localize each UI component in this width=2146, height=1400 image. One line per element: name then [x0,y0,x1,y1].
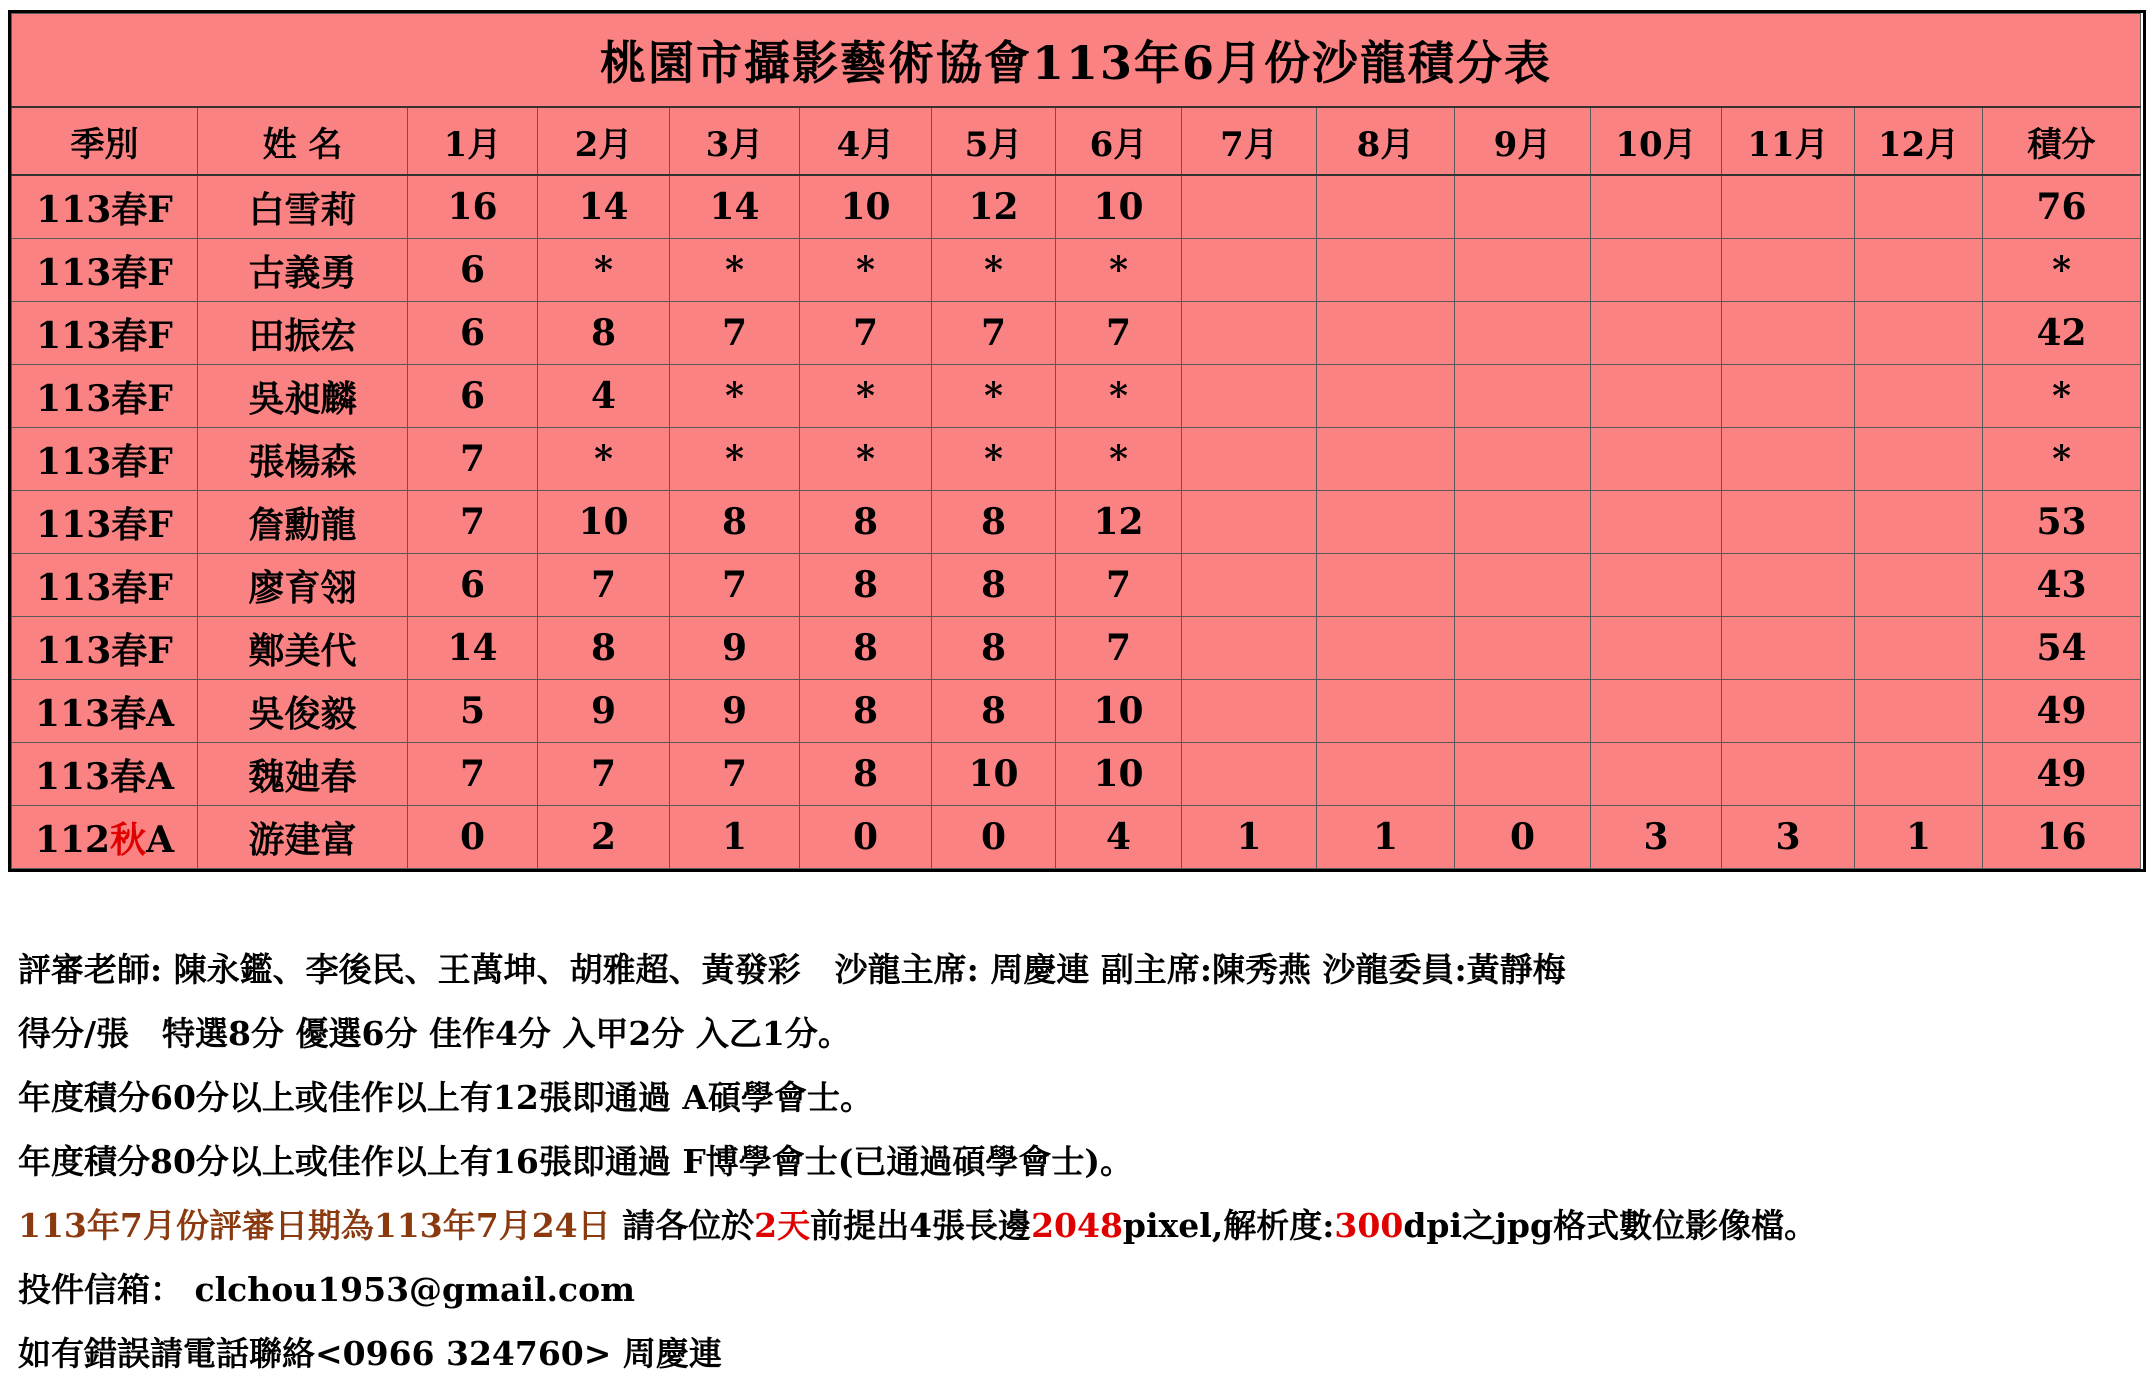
month-score-cell [1591,491,1722,554]
month-score-cell [1855,617,1983,680]
month-score-cell: 1 [1182,806,1317,869]
table-row [12,743,2141,806]
total-cell: * [1983,428,2141,491]
table-row [12,806,2141,869]
table-row [12,617,2141,680]
month-score-cell [1722,617,1855,680]
season-cell [12,175,198,239]
month-score-cell: * [538,239,670,302]
deadline-date: 113年7月份評審日期為113年7月24日 [18,1206,611,1245]
month-score-cell: 8 [932,617,1056,680]
month-score-cell [1722,239,1855,302]
month-score-cell: 3 [1722,806,1855,869]
month-score-cell [1317,365,1455,428]
month-score-cell [1182,365,1317,428]
deadline-days: 2天 [754,1206,811,1245]
table-row [12,428,2141,491]
season-cell [12,302,198,365]
month-score-cell [1317,175,1455,239]
contact-line: 如有錯誤請電話聯絡<0966 324760> 周慶連 [18,1334,722,1373]
season-level: A [146,755,175,798]
month-score-cell: 6 [408,365,538,428]
season-term: 春 [111,440,148,483]
deadline-line [18,1194,2128,1258]
total-cell: 43 [1983,554,2141,617]
month-score-cell [1455,239,1591,302]
total-cell: * [1983,365,2141,428]
table-row [12,302,2141,365]
month-score-cell: 0 [1455,806,1591,869]
month-score-cell [1455,743,1591,806]
season-cell [12,806,198,869]
month-score-cell [1317,428,1455,491]
table-row [12,491,2141,554]
month-score-cell [1455,365,1591,428]
month-score-cell [1182,491,1317,554]
column-header: 1月 [408,107,538,175]
month-score-cell: 9 [538,680,670,743]
month-score-cell [1317,302,1455,365]
column-header: 4月 [800,107,932,175]
name-cell: 古義勇 [198,239,408,302]
month-score-cell [1182,743,1317,806]
month-score-cell [1182,554,1317,617]
month-score-cell [1455,491,1591,554]
table-title: 桃園市攝影藝術協會113年6月份沙龍積分表 [12,14,2141,108]
month-score-cell [1855,175,1983,239]
month-score-cell: 8 [800,680,932,743]
season-level: F [147,440,173,483]
month-score-cell: 4 [1056,806,1182,869]
month-score-cell: 7 [670,554,800,617]
month-score-cell: 6 [408,554,538,617]
total-cell: 49 [1983,743,2141,806]
table-row [12,175,2141,239]
table-row [12,239,2141,302]
column-header: 5月 [932,107,1056,175]
column-header: 9月 [1455,107,1591,175]
month-score-cell: * [670,428,800,491]
month-score-cell: 4 [538,365,670,428]
name-cell: 魏廸春 [198,743,408,806]
month-score-cell: 10 [800,175,932,239]
name-cell: 鄭美代 [198,617,408,680]
mailbox-line: 投件信箱： clchou1953@gmail.com [18,1270,636,1309]
deadline-post: dpi之jpg格式數位影像檔。 [1403,1206,1818,1245]
season-term: 春 [110,692,147,735]
deadline-mid2: pixel,解析度: [1122,1206,1335,1245]
month-score-cell [1722,175,1855,239]
name-cell: 廖育翎 [198,554,408,617]
season-level: F [147,503,173,546]
column-header: 積分 [1983,107,2141,175]
month-score-cell [1855,239,1983,302]
month-score-cell: * [800,239,932,302]
month-score-cell: 10 [932,743,1056,806]
season-cell [12,617,198,680]
column-header: 10月 [1591,107,1722,175]
month-score-cell [1591,239,1722,302]
scoring-line: 得分/張 特選8分 優選6分 佳作4分 入甲2分 入乙1分。 [18,1014,851,1053]
month-score-cell [1317,617,1455,680]
month-score-cell [1855,554,1983,617]
season-term: 春 [111,503,148,546]
month-score-cell [1591,680,1722,743]
month-score-cell [1855,491,1983,554]
season-year: 113 [36,629,112,672]
month-score-cell: 16 [408,175,538,239]
season-level: F [147,629,173,672]
season-level: F [147,251,173,294]
month-score-cell: 8 [538,302,670,365]
month-score-cell: 2 [538,806,670,869]
month-score-cell: 14 [670,175,800,239]
season-term: 春 [111,629,148,672]
month-score-cell: 9 [670,680,800,743]
month-score-cell [1855,428,1983,491]
season-cell [12,365,198,428]
name-cell: 吳俊毅 [198,680,408,743]
month-score-cell: 12 [932,175,1056,239]
season-year: 113 [36,503,112,546]
total-cell: 16 [1983,806,2141,869]
month-score-cell: 10 [1056,743,1182,806]
month-score-cell: 7 [670,302,800,365]
month-score-cell: 7 [800,302,932,365]
column-header: 姓 名 [198,107,408,175]
month-score-cell [1317,554,1455,617]
table-body [12,175,2141,869]
season-term: 春 [111,377,148,420]
name-cell: 游建富 [198,806,408,869]
month-score-cell: 7 [408,491,538,554]
deadline-pixels: 2048 [1031,1206,1123,1245]
column-header: 12月 [1855,107,1983,175]
rule-f-line: 年度積分80分以上或佳作以上有16張即通過 F博學會士(已通過碩學會士)。 [18,1142,1133,1181]
notes-section [18,938,2128,1386]
month-score-cell: * [538,428,670,491]
header-row [12,107,2141,175]
month-score-cell [1455,554,1591,617]
season-cell [12,743,198,806]
month-score-cell [1182,680,1317,743]
season-year: 113 [36,377,112,420]
month-score-cell: 6 [408,302,538,365]
month-score-cell: 1 [1855,806,1983,869]
month-score-cell [1855,302,1983,365]
month-score-cell: * [1056,365,1182,428]
season-year: 113 [34,755,111,798]
month-score-cell [1722,428,1855,491]
month-score-cell: 8 [670,491,800,554]
month-score-cell: 14 [538,175,670,239]
month-score-cell [1722,554,1855,617]
name-cell: 吳昶麟 [198,365,408,428]
month-score-cell [1317,680,1455,743]
name-cell: 詹勳龍 [198,491,408,554]
season-year: 113 [34,692,111,735]
season-term: 春 [111,566,148,609]
name-cell: 田振宏 [198,302,408,365]
month-score-cell [1855,743,1983,806]
month-score-cell [1591,365,1722,428]
season-level: A [146,818,175,861]
season-term: 春 [110,755,147,798]
month-score-cell: 8 [800,491,932,554]
table-row [12,554,2141,617]
season-year: 113 [36,566,112,609]
month-score-cell [1591,554,1722,617]
season-cell [12,428,198,491]
month-score-cell: 8 [932,491,1056,554]
season-cell [12,680,198,743]
month-score-cell [1182,617,1317,680]
season-cell [12,554,198,617]
total-cell: * [1983,239,2141,302]
judges-line [18,938,2128,1002]
season-year: 113 [36,251,112,294]
month-score-cell: 7 [408,428,538,491]
name-cell: 張楊森 [198,428,408,491]
month-score-cell: 7 [538,554,670,617]
month-score-cell: 8 [932,554,1056,617]
table-row [12,680,2141,743]
month-score-cell: * [670,239,800,302]
month-score-cell: 7 [670,743,800,806]
month-score-cell [1591,175,1722,239]
column-header: 2月 [538,107,670,175]
month-score-cell: * [932,239,1056,302]
month-score-cell [1722,365,1855,428]
season-term: 春 [111,251,148,294]
month-score-cell [1591,428,1722,491]
month-score-cell [1182,175,1317,239]
month-score-cell [1722,680,1855,743]
season-level: F [147,566,173,609]
month-score-cell: * [800,365,932,428]
season-level: A [146,692,175,735]
score-table [11,13,2141,869]
total-cell: 76 [1983,175,2141,239]
season-year: 113 [36,440,112,483]
month-score-cell: 7 [538,743,670,806]
season-cell [12,491,198,554]
month-score-cell: 8 [932,680,1056,743]
column-header: 季別 [12,107,198,175]
month-score-cell: 8 [538,617,670,680]
month-score-cell: 7 [1056,617,1182,680]
month-score-cell [1722,491,1855,554]
month-score-cell [1591,743,1722,806]
month-score-cell: 0 [408,806,538,869]
month-score-cell [1182,302,1317,365]
score-sheet [8,10,2146,872]
month-score-cell: * [1056,428,1182,491]
column-header: 3月 [670,107,800,175]
deadline-dpi: 300 [1334,1206,1404,1245]
month-score-cell: 0 [932,806,1056,869]
name-cell: 白雪莉 [198,175,408,239]
month-score-cell [1455,680,1591,743]
month-score-cell: 6 [408,239,538,302]
month-score-cell [1591,302,1722,365]
month-score-cell: 8 [800,617,932,680]
total-cell: 49 [1983,680,2141,743]
column-header: 11月 [1722,107,1855,175]
season-term: 秋 [110,818,147,861]
month-score-cell: 9 [670,617,800,680]
month-score-cell [1722,302,1855,365]
month-score-cell: 7 [408,743,538,806]
month-score-cell: 12 [1056,491,1182,554]
season-level: F [147,188,173,231]
month-score-cell: * [932,365,1056,428]
column-header: 6月 [1056,107,1182,175]
month-score-cell: 7 [1056,302,1182,365]
month-score-cell: 5 [408,680,538,743]
month-score-cell: 8 [800,554,932,617]
month-score-cell [1182,428,1317,491]
month-score-cell [1455,302,1591,365]
month-score-cell: 3 [1591,806,1722,869]
month-score-cell: 8 [800,743,932,806]
judges-text: 評審老師: 陳永鑑、李後民、王萬坤、胡雅超、黃發彩 [18,950,801,989]
season-year: 113 [36,188,112,231]
month-score-cell: 10 [538,491,670,554]
month-score-cell: 10 [1056,680,1182,743]
month-score-cell: 7 [1056,554,1182,617]
month-score-cell: 1 [1317,806,1455,869]
table-row [12,365,2141,428]
total-cell: 54 [1983,617,2141,680]
month-score-cell: 7 [932,302,1056,365]
month-score-cell [1722,743,1855,806]
month-score-cell: 1 [670,806,800,869]
chair-text: 沙龍主席: 周慶連 副主席:陳秀燕 沙龍委員:黃靜梅 [834,950,1566,989]
column-header: 8月 [1317,107,1455,175]
season-level: F [147,314,173,357]
deadline-pre: 請各位於 [610,1206,755,1245]
month-score-cell [1591,617,1722,680]
season-cell [12,239,198,302]
month-score-cell: 0 [800,806,932,869]
month-score-cell [1317,491,1455,554]
rule-a-line: 年度積分60分以上或佳作以上有12張即通過 A碩學會士。 [18,1078,873,1117]
month-score-cell [1455,617,1591,680]
season-year: 112 [34,818,111,861]
month-score-cell [1317,239,1455,302]
month-score-cell: * [932,428,1056,491]
month-score-cell [1855,680,1983,743]
total-cell: 42 [1983,302,2141,365]
column-header: 7月 [1182,107,1317,175]
month-score-cell [1317,743,1455,806]
month-score-cell [1182,239,1317,302]
month-score-cell: * [670,365,800,428]
total-cell: 53 [1983,491,2141,554]
month-score-cell [1455,175,1591,239]
month-score-cell: * [800,428,932,491]
deadline-mid: 前提出4張長邊 [810,1206,1032,1245]
season-term: 春 [111,314,148,357]
month-score-cell: 10 [1056,175,1182,239]
season-year: 113 [36,314,112,357]
month-score-cell [1455,428,1591,491]
month-score-cell [1855,365,1983,428]
month-score-cell: 14 [408,617,538,680]
season-term: 春 [111,188,148,231]
season-level: F [147,377,173,420]
month-score-cell: * [1056,239,1182,302]
